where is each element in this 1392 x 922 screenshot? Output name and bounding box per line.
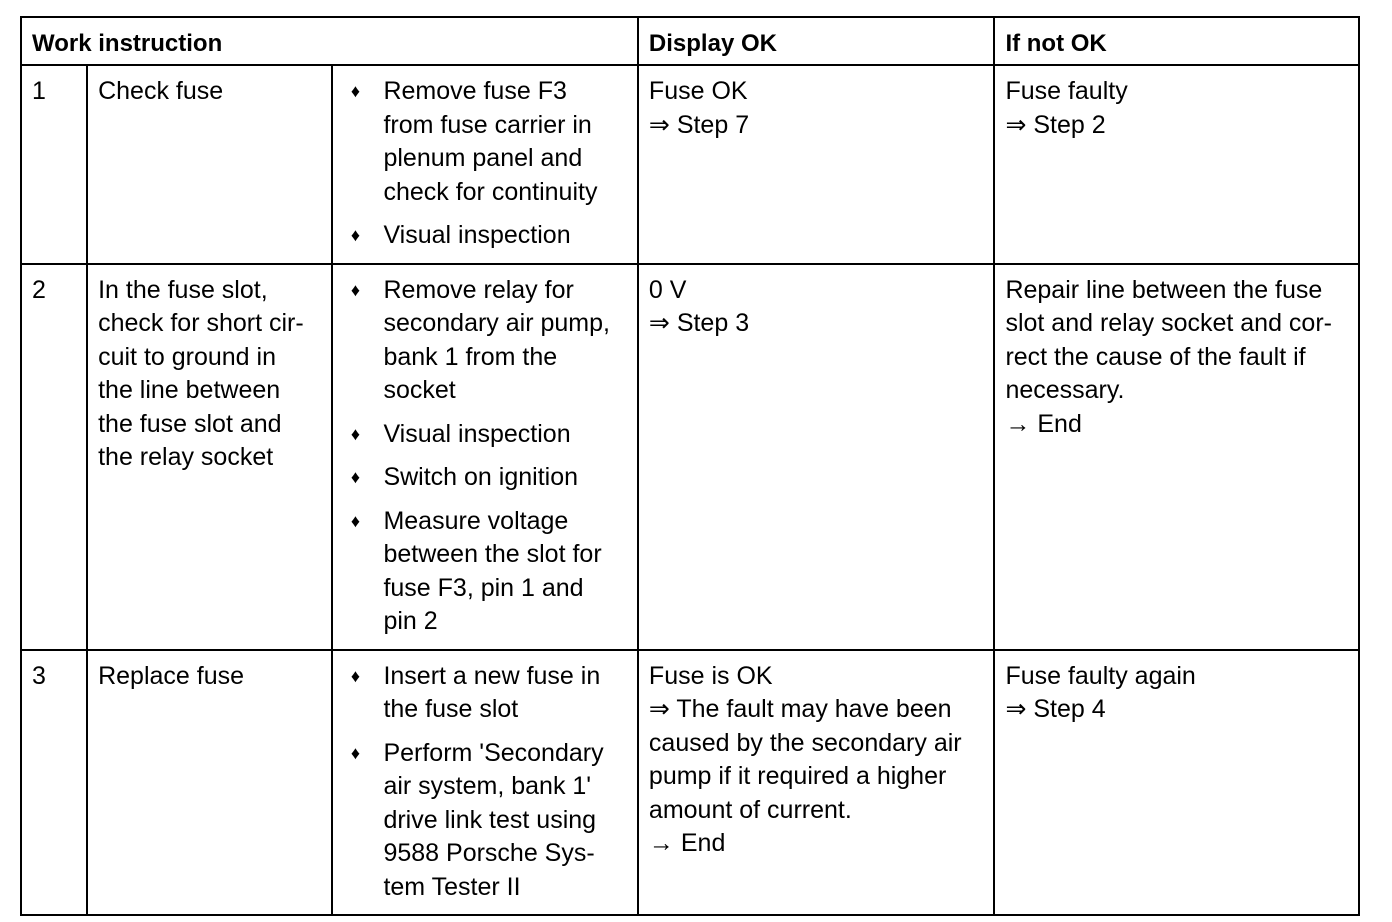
diamond-bullet-icon: ♦ [350, 510, 361, 531]
action-item-line: bank 1 from the [383, 342, 558, 371]
if-not-ok-line: necessary. [1005, 376, 1125, 404]
action-item-line: tem Tester II [383, 872, 521, 901]
display-ok-line: pump if it required a higher [648, 762, 947, 790]
action-item-line: Insert a new fuse in [383, 661, 601, 690]
action-item-line: pin 2 [383, 607, 438, 635]
diamond-bullet-icon: ♦ [350, 665, 361, 686]
action-item-line: between the slot for [383, 540, 602, 568]
action-item-line: Visual inspection [383, 221, 571, 249]
action-item-line: Switch on ignition [383, 463, 579, 491]
action-item-line: socket [383, 376, 456, 404]
action-item [343, 219, 626, 253]
action-item [343, 505, 626, 639]
action-item-line: 9588 Porsche Sys- [383, 839, 595, 867]
if-not-ok-cell [994, 650, 1359, 916]
step-description [87, 65, 332, 264]
if-not-ok-line: rect the cause of the fault if [1005, 342, 1306, 371]
step-description [87, 264, 332, 650]
table-body [21, 65, 1359, 915]
header-work-instruction: Work instruction [21, 17, 638, 65]
action-list-cell [332, 650, 637, 916]
if-not-ok-line: Fuse faulty again [1005, 661, 1196, 690]
header-display-ok: Display OK [638, 17, 995, 65]
if-not-ok-line: Repair line between the fuse [1005, 275, 1323, 304]
action-item-line: the fuse slot [383, 695, 519, 723]
action-list-cell [332, 65, 637, 264]
action-item-line: check for continuity [383, 177, 598, 206]
step-description-line: Replace fuse [98, 661, 245, 690]
display-ok-cell [638, 65, 995, 264]
diamond-bullet-icon: ♦ [350, 467, 361, 487]
step-description-line: the line between [98, 376, 281, 404]
diamond-bullet-icon: ♦ [350, 742, 361, 763]
step-description-line: the relay socket [98, 443, 274, 471]
diamond-bullet-icon: ♦ [350, 225, 361, 245]
action-item [343, 418, 626, 452]
action-item-line: plenum panel and [383, 144, 583, 172]
action-list [343, 660, 626, 905]
display-ok-line: ⇒ Step 3 [648, 309, 750, 337]
display-ok-line: caused by the secondary air [648, 728, 962, 757]
if-not-ok-cell [994, 65, 1359, 264]
table-row [21, 264, 1359, 650]
step-description-line: the fuse slot and [98, 409, 282, 438]
if-not-ok-line: Fuse faulty [1005, 77, 1128, 105]
action-list-cell [332, 264, 637, 650]
step-description-line: Check fuse [98, 77, 224, 105]
action-list [343, 274, 626, 639]
header-if-not-ok: If not OK [994, 17, 1359, 65]
step-number: 3 [21, 650, 87, 916]
step-description-line: In the fuse slot, [98, 275, 268, 304]
display-ok-line: ⇒ Step 7 [648, 110, 750, 139]
display-ok-line: → End [648, 829, 726, 857]
action-item-line: Remove fuse F3 [383, 77, 567, 105]
display-ok-cell [638, 650, 995, 916]
display-ok-cell [638, 264, 995, 650]
table-header-row [21, 17, 1359, 65]
display-ok-line: Fuse is OK [648, 661, 773, 690]
action-item-line: fuse F3, pin 1 and [383, 573, 584, 602]
step-number: 2 [21, 264, 87, 650]
action-item [343, 737, 626, 905]
if-not-ok-line: ⇒ Step 4 [1005, 695, 1106, 723]
action-item-line: Perform 'Secondary [383, 738, 604, 767]
action-item [343, 461, 626, 495]
action-item-line: Remove relay for [383, 275, 574, 304]
work-instruction-table [20, 16, 1360, 916]
display-ok-line: amount of current. [648, 795, 852, 824]
action-item-line: Measure voltage [383, 506, 569, 535]
action-item-line: from fuse carrier in [383, 110, 592, 139]
step-description-line: check for short cir- [98, 309, 304, 337]
if-not-ok-line: ⇒ Step 2 [1005, 110, 1106, 139]
action-item-line: drive link test using [383, 805, 597, 834]
action-item [343, 75, 626, 209]
display-ok-line: ⇒ The fault may have been [648, 695, 952, 723]
step-description-line: cuit to ground in [98, 342, 276, 371]
step-number: 1 [21, 65, 87, 264]
action-item [343, 660, 626, 727]
action-item-line: air system, bank 1' [383, 772, 592, 800]
action-item-line: Visual inspection [383, 419, 571, 448]
if-not-ok-line: → End [1005, 409, 1082, 438]
table-row [21, 65, 1359, 264]
action-item-line: secondary air pump, [383, 309, 610, 337]
table-row [21, 650, 1359, 916]
if-not-ok-line: slot and relay socket and cor- [1005, 309, 1332, 337]
if-not-ok-cell [994, 264, 1359, 650]
action-item [343, 274, 626, 408]
diamond-bullet-icon: ♦ [350, 81, 361, 101]
display-ok-line: Fuse OK [648, 77, 748, 105]
step-description [87, 650, 332, 916]
diamond-bullet-icon: ♦ [350, 279, 361, 300]
display-ok-line: 0 V [648, 275, 687, 304]
diamond-bullet-icon: ♦ [350, 423, 361, 444]
action-list [343, 75, 626, 253]
